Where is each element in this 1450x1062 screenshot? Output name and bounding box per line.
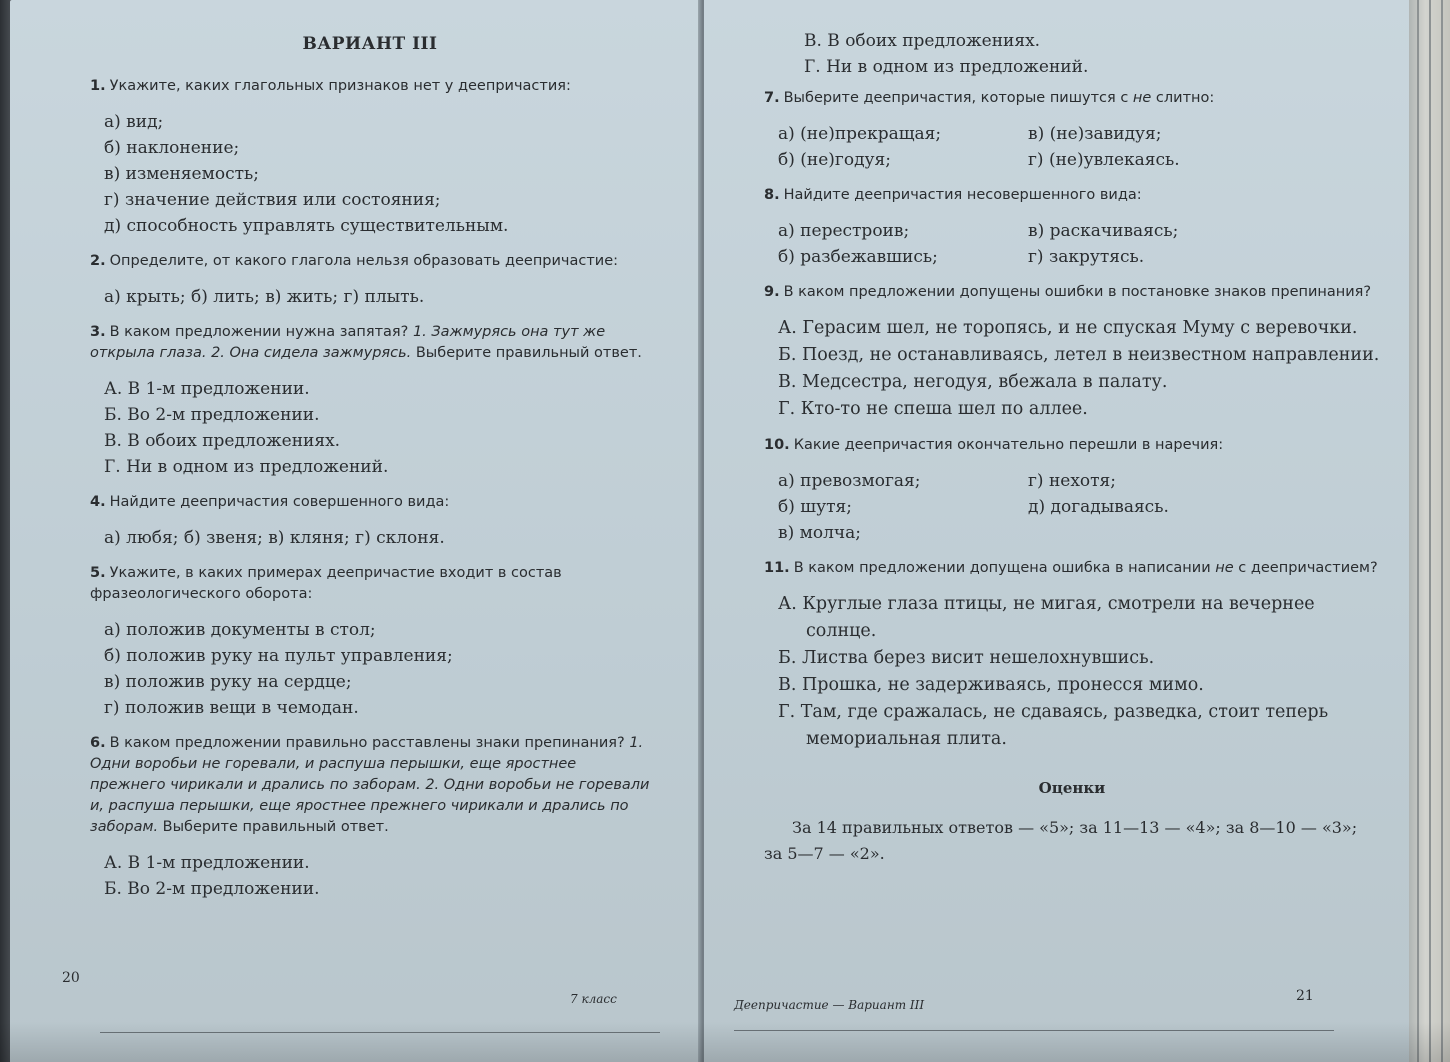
example-text: 1. Одни воробьи не горевали, и распуша перышки, еще яростнее прежнего чирикали и дрались по заборам. 2. Одни воробьи не горевали и, распуша перышки, еще яростнее прежнего чирикали и дрались по заборам.: [90, 735, 650, 835]
option: а) вид;: [104, 112, 164, 132]
option: Г. Ни в одном из предложений.: [804, 57, 1089, 77]
option: Б. Во 2-м предложении.: [104, 879, 320, 899]
question-2-options: [104, 284, 650, 310]
right-column: [764, 28, 1380, 867]
question-4-options: [104, 525, 650, 551]
footer-rule: [100, 1032, 660, 1033]
question-text: В каком предложении правильно расставлены знаки препинания?: [109, 735, 625, 751]
option: Г. Там, где сражалась, не сдаваясь, разведка, стоит теперь мемориальная плита.: [778, 702, 1329, 749]
option: в) (не)завидуя;: [1028, 124, 1162, 144]
option-empty: [1028, 520, 1380, 546]
question-text: Выберите деепричастия, которые пишутся с: [783, 90, 1129, 106]
question-text: Укажите, каких глагольных признаков нет у деепричастия:: [109, 78, 571, 94]
right-page: [704, 0, 1409, 1062]
option: В. В обоих предложениях.: [804, 31, 1041, 51]
option: а) перестроив;: [778, 221, 910, 241]
option: б) наклонение;: [104, 138, 240, 158]
option: в) изменяемость;: [104, 164, 259, 184]
option: А. В 1-м предложении.: [104, 379, 310, 399]
option: д) догадываясь.: [1028, 497, 1169, 517]
option: а) превозмогая;: [778, 471, 921, 491]
option: д) способность управлять существительным.: [104, 216, 509, 236]
question-number: 10.: [764, 437, 790, 453]
option: в) положив руку на сердце;: [104, 672, 352, 692]
question-number: 5.: [90, 565, 106, 581]
option: В. Прошка, не задерживаясь, пронесся мимо.: [778, 675, 1204, 695]
question-text-end: слитно:: [1155, 90, 1215, 106]
option: Б. Во 2-м предложении.: [104, 405, 320, 425]
question-6: [90, 733, 650, 838]
question-text: Какие деепричастия окончательно перешли в наречия:: [793, 437, 1224, 453]
option: В. Медсестра, негодуя, вбежала в палату.: [778, 372, 1168, 392]
option: Б. Листва берез висит нешелохнувшись.: [778, 648, 1155, 668]
right-book-edge: [1409, 0, 1450, 1062]
question-number: 8.: [764, 187, 780, 203]
question-10: [764, 435, 1380, 456]
option: б) разбежавшись;: [778, 247, 938, 267]
option: в) молча;: [778, 523, 861, 543]
question-instruction: Выберите правильный ответ.: [415, 345, 642, 361]
option: а) положив документы в стол;: [104, 620, 376, 640]
question-number: 11.: [764, 560, 790, 576]
option: б) положив руку на пульт управления;: [104, 646, 453, 666]
option: в) раскачиваясь;: [1028, 221, 1179, 241]
option: г) значение действия или состояния;: [104, 190, 441, 210]
option: Г. Ни в одном из предложений.: [104, 457, 389, 477]
question-6-continued-options: [804, 28, 1380, 80]
option: г) положив вещи в чемодан.: [104, 698, 359, 718]
question-11: [764, 558, 1380, 579]
emphasis-text: не: [1132, 90, 1152, 106]
left-column: [90, 34, 650, 914]
option: А. Герасим шел, не торопясь, и не спуская Муму с веревочки.: [778, 318, 1358, 338]
question-9-options: [778, 315, 1380, 423]
question-7-options: [778, 121, 1380, 173]
page-number-left: 20: [62, 970, 80, 986]
option: б) шутя;: [778, 497, 852, 517]
question-text: Укажите, в каких примерах деепричастие входит в состав фразеологического оборота:: [90, 565, 562, 602]
left-footer: 7 класс: [570, 992, 617, 1006]
question-number: 2.: [90, 253, 106, 269]
page-number-right: 21: [1296, 988, 1314, 1004]
left-page: [10, 0, 700, 1062]
question-number: 7.: [764, 90, 780, 106]
question-8-options: [778, 218, 1380, 270]
question-7: [764, 88, 1380, 109]
option: Б. Поезд, не останавливаясь, летел в неизвестном направлении.: [778, 345, 1380, 365]
question-1-options: [104, 109, 650, 239]
question-4: [90, 492, 650, 513]
grades-text: За 14 правильных ответов — «5»; за 11—13 — «4»; за 8—10 — «3»; за 5—7 — «2».: [764, 818, 1358, 863]
question-number: 3.: [90, 324, 106, 340]
question-text: В каком предложении нужна запятая?: [109, 324, 409, 340]
question-number: 1.: [90, 78, 106, 94]
option-line: а) крыть; б) лить; в) жить; г) плыть.: [104, 287, 425, 307]
emphasis-text: не: [1215, 560, 1234, 576]
option-line: а) любя; б) звеня; в) кляня; г) склоня.: [104, 528, 445, 548]
question-number: 6.: [90, 735, 106, 751]
question-number: 9.: [764, 284, 780, 300]
question-text: Найдите деепричастия совершенного вида:: [109, 494, 450, 510]
option: А. Круглые глаза птицы, не мигая, смотрели на вечернее солнце.: [778, 594, 1315, 641]
footer-rule: [734, 1030, 1334, 1031]
question-8: [764, 185, 1380, 206]
grades-title: Оценки: [1038, 779, 1106, 797]
option: Г. Кто-то не спеша шел по аллее.: [778, 399, 1088, 419]
variant-title: ВАРИАНТ III: [302, 34, 438, 54]
option: г) закрутясь.: [1028, 247, 1145, 267]
example-text: 1. Зажмурясь она тут же открыла глаза. 2. Она сидела зажмурясь.: [90, 324, 606, 361]
question-5-options: [104, 617, 650, 721]
option: г) нехотя;: [1028, 471, 1117, 491]
question-text: Определите, от какого глагола нельзя образовать деепричастие:: [109, 253, 619, 269]
question-5: [90, 563, 650, 605]
question-3-options: [104, 376, 650, 480]
option: В. В обоих предложениях.: [104, 431, 341, 451]
question-11-options: [778, 591, 1380, 753]
question-number: 4.: [90, 494, 106, 510]
right-footer: Деепричастие — Вариант III: [734, 998, 925, 1012]
question-2: [90, 251, 650, 272]
question-1: [90, 76, 650, 97]
question-6-options: [104, 850, 650, 902]
question-text: Найдите деепричастия несовершенного вида:: [783, 187, 1142, 203]
question-instruction: Выберите правильный ответ.: [162, 819, 389, 835]
question-text: В каком предложении допущены ошибки в постановке знаков препинания?: [783, 284, 1372, 300]
option: а) (не)прекращая;: [778, 124, 942, 144]
option: б) (не)годуя;: [778, 150, 891, 170]
option: г) (не)увлекаясь.: [1028, 150, 1180, 170]
question-3: [90, 322, 650, 364]
question-text: В каком предложении допущена ошибка в написании: [793, 560, 1211, 576]
option: А. В 1-м предложении.: [104, 853, 310, 873]
question-9: [764, 282, 1380, 303]
question-10-options: [778, 468, 1380, 546]
question-text-end: с деепричастием?: [1238, 560, 1378, 576]
